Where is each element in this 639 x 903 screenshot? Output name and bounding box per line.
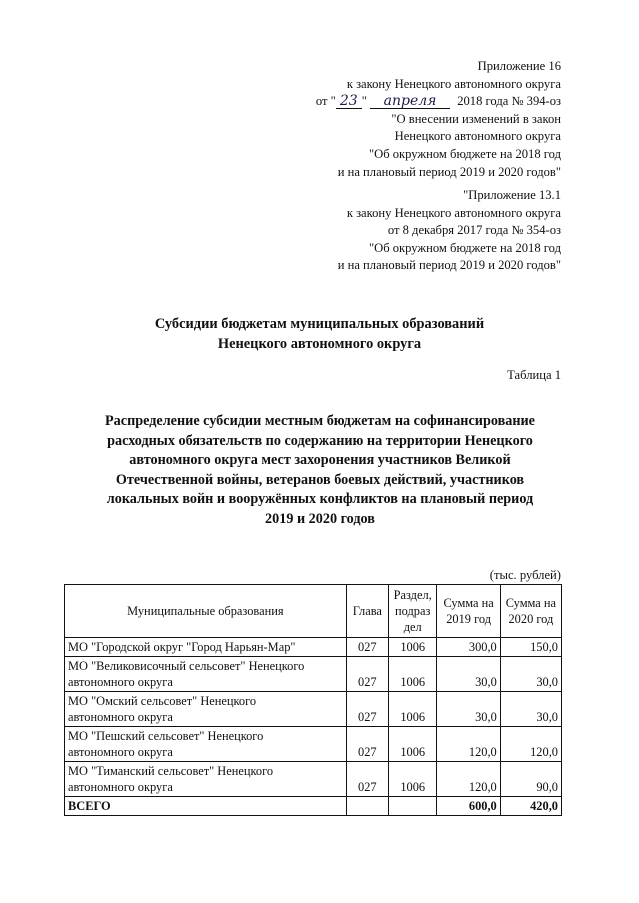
section-cell: 1006: [388, 762, 437, 797]
table-title-line-4: Отечественной войны, ветеранов боевых действий, участников: [115, 471, 525, 488]
sum-2020-cell: 30,0: [500, 692, 561, 727]
total-section-cell: [388, 797, 437, 816]
header-section-line-3: дел: [403, 620, 422, 634]
municipality-name: [65, 727, 347, 762]
municipality-name-line-2: автономного округа: [68, 780, 173, 794]
appendix-13-1-date: от 8 декабря 2017 года № 354-оз: [387, 223, 561, 238]
municipality-name-line-1: МО "Тиманский сельсовет" Ненецкого: [68, 764, 274, 778]
municipality-name: [65, 638, 347, 657]
sum-2020-cell: 120,0: [500, 727, 561, 762]
appendix-16-date-line: [316, 93, 561, 111]
sum-2019-cell: 30,0: [437, 657, 500, 692]
sum-2020-cell: 30,0: [500, 657, 561, 692]
municipality-name-line-2: автономного округа: [68, 745, 173, 759]
header-section: [388, 585, 437, 638]
table-header-row: [65, 585, 562, 638]
table-row: [65, 657, 562, 692]
section-cell: 1006: [388, 638, 437, 657]
header-municipality: Муниципальные образования: [65, 585, 347, 638]
total-row: [65, 797, 562, 816]
municipality-name-line-2: автономного округа: [68, 675, 173, 689]
municipality-name-line-2: автономного округа: [68, 710, 173, 724]
chapter-cell: 027: [346, 727, 388, 762]
municipality-name: [65, 762, 347, 797]
chapter-cell: 027: [346, 692, 388, 727]
total-sum-2020: 420,0: [500, 797, 561, 816]
appendix-16-line-5: Ненецкого автономного округа: [394, 129, 561, 144]
table-row: [65, 762, 562, 797]
header-section-line-2: подраз: [395, 604, 431, 618]
table-title: [70, 412, 570, 529]
header-section-line-1: Раздел,: [393, 588, 432, 602]
table-title-line-1: Распределение субсидии местным бюджетам на софинансирование: [105, 413, 535, 429]
table-title-line-5: локальных войн и вооружённых конфликтов на плановый период: [106, 491, 534, 507]
municipality-name-line-1: МО "Пешский сельсовет" Ненецкого: [68, 729, 264, 743]
municipality-name-line-1: МО "Омский сельсовет" Ненецкого: [68, 694, 257, 708]
handwritten-day: 23: [336, 94, 362, 109]
table-title-line-2: расходных обязательств по содержанию на территории Ненецкого: [107, 432, 533, 449]
municipality-name: [65, 657, 347, 692]
total-chapter-cell: [346, 797, 388, 816]
header-sum-2020-line-2: 2020 год: [508, 612, 554, 626]
section-heading-line-2: Ненецкого автономного округа: [217, 336, 422, 352]
date-prefix: от ": [315, 94, 336, 109]
table-caption: Таблица 1: [507, 368, 561, 382]
appendix-16-law-ref: к закону Ненецкого автономного округа: [346, 76, 561, 91]
sum-2019-cell: 120,0: [437, 727, 500, 762]
table-row: [65, 638, 562, 657]
header-chapter: Глава: [346, 585, 388, 638]
date-mid: ": [361, 94, 371, 109]
municipality-name-line-1: МО "Городской округ "Город Нарьян-Мар": [68, 640, 296, 654]
municipality-name: [65, 692, 347, 727]
appendix-13-1-line-4: "Об окружном бюджете на 2018 год: [368, 240, 561, 255]
table-title-line-6: 2019 и 2020 годов: [265, 510, 375, 527]
sum-2019-cell: 120,0: [437, 762, 500, 797]
chapter-cell: 027: [346, 762, 388, 797]
sum-2020-cell: 90,0: [500, 762, 561, 797]
chapter-cell: 027: [346, 657, 388, 692]
sum-2020-cell: 150,0: [500, 638, 561, 657]
total-sum-2019: 600,0: [437, 797, 500, 816]
section-cell: 1006: [388, 657, 437, 692]
appendix-16-header: [316, 58, 561, 181]
appendix-16-line-4: "О внесении изменений в закон: [391, 111, 561, 126]
appendix-16-line-7: и на плановый период 2019 и 2020 годов": [337, 164, 561, 179]
handwritten-month: апреля: [370, 94, 450, 109]
header-sum-2019-line-2: 2019 год: [446, 612, 492, 626]
header-sum-2019: [437, 585, 500, 638]
section-cell: 1006: [388, 692, 437, 727]
section-heading: [0, 314, 639, 354]
section-cell: 1006: [388, 727, 437, 762]
total-label: ВСЕГО: [65, 797, 347, 816]
appendix-16-line-6: "Об окружном бюджете на 2018 год: [368, 146, 561, 161]
appendix-13-1-law-ref: к закону Ненецкого автономного округа: [346, 205, 561, 220]
header-sum-2020: [500, 585, 561, 638]
table-title-line-3: автономного округа мест захоронения участников Великой: [129, 452, 511, 468]
municipality-name-line-1: МО "Великовисочный сельсовет" Ненецкого: [68, 659, 305, 673]
appendix-16-title: Приложение 16: [477, 59, 561, 73]
sum-2019-cell: 300,0: [437, 638, 500, 657]
section-heading-line-1: Субсидии бюджетам муниципальных образований: [154, 316, 485, 332]
sum-2019-cell: 30,0: [437, 692, 500, 727]
appendix-13-1-line-5: и на плановый период 2019 и 2020 годов": [337, 258, 561, 273]
chapter-cell: 027: [346, 638, 388, 657]
units-note: (тыс. рублей): [489, 568, 561, 582]
table-row: [65, 727, 562, 762]
table-row: [65, 692, 562, 727]
date-suffix: 2018 года № 394-оз: [454, 94, 561, 109]
appendix-13-1-header: [338, 187, 561, 275]
appendix-13-1-title: "Приложение 13.1: [463, 188, 561, 202]
header-sum-2019-line-1: Сумма на: [443, 596, 494, 610]
header-sum-2020-line-1: Сумма на: [505, 596, 557, 610]
subsidy-table: [64, 584, 562, 816]
